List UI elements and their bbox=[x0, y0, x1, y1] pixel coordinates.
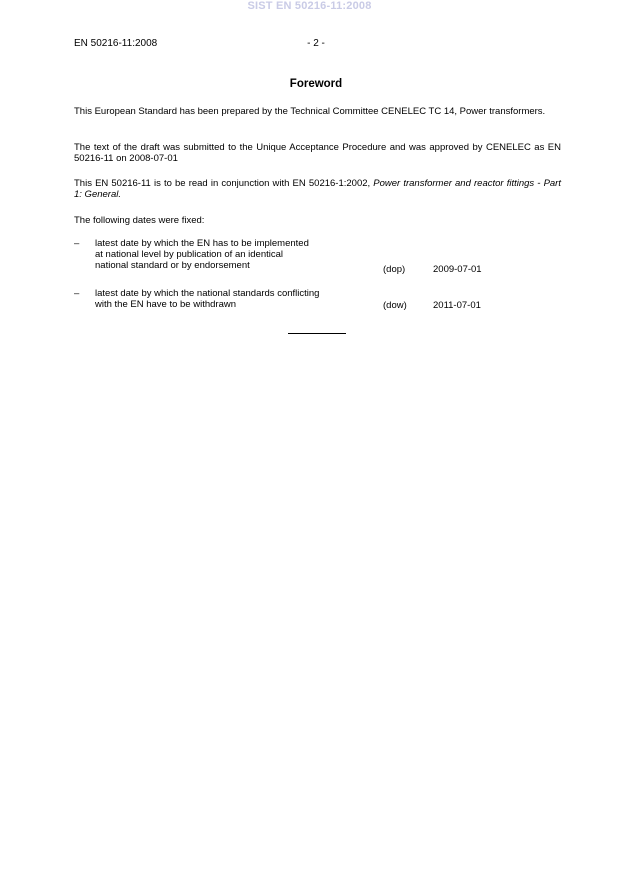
list-dash: – bbox=[74, 288, 80, 299]
date-value: 2009-07-01 bbox=[433, 264, 482, 275]
date-abbreviation: (dop) bbox=[383, 264, 406, 275]
paragraph-dates-intro: The following dates were fixed: bbox=[74, 215, 205, 226]
list-item-line: latest date by which the national standards conflicting bbox=[95, 288, 320, 299]
date-value: 2011-07-01 bbox=[433, 300, 481, 311]
list-item-dow bbox=[74, 288, 561, 314]
end-rule bbox=[288, 333, 346, 334]
date-abbreviation: (dow) bbox=[383, 300, 407, 311]
page-title: Foreword bbox=[289, 78, 343, 90]
list-item-dop bbox=[74, 238, 561, 278]
page-number: - 2 - bbox=[307, 38, 325, 49]
list-item-text bbox=[95, 288, 395, 310]
list-item-line: latest date by which the EN has to be implemented bbox=[95, 238, 309, 249]
running-header: EN 50216-11:2008 bbox=[74, 38, 158, 49]
list-item-line: national standard or by endorsement bbox=[95, 260, 250, 271]
paragraph-conjunction bbox=[74, 178, 561, 200]
watermark: SIST EN 50216-11:2008 bbox=[247, 0, 372, 12]
list-dash: – bbox=[74, 238, 80, 249]
list-item-line: at national level by publication of an identical bbox=[95, 249, 284, 260]
paragraph-approval: The text of the draft was submitted to the Unique Acceptance Procedure and was approved by CENELEC as EN 50216-11 on 2008-07-01 bbox=[74, 142, 561, 164]
list-item-text bbox=[95, 238, 395, 271]
list-item-line: with the EN have to be withdrawn bbox=[95, 299, 236, 310]
paragraph-conjunction-text: This EN 50216-11 is to be read in conjunction with EN 50216-1:2002, bbox=[74, 178, 374, 189]
paragraph-committee: This European Standard has been prepared by the Technical Committee CENELEC TC 14, Power transformers. bbox=[74, 106, 546, 117]
referenced-standard-title: Power transformer and reactor fittings - Part 1: General. bbox=[74, 178, 561, 200]
